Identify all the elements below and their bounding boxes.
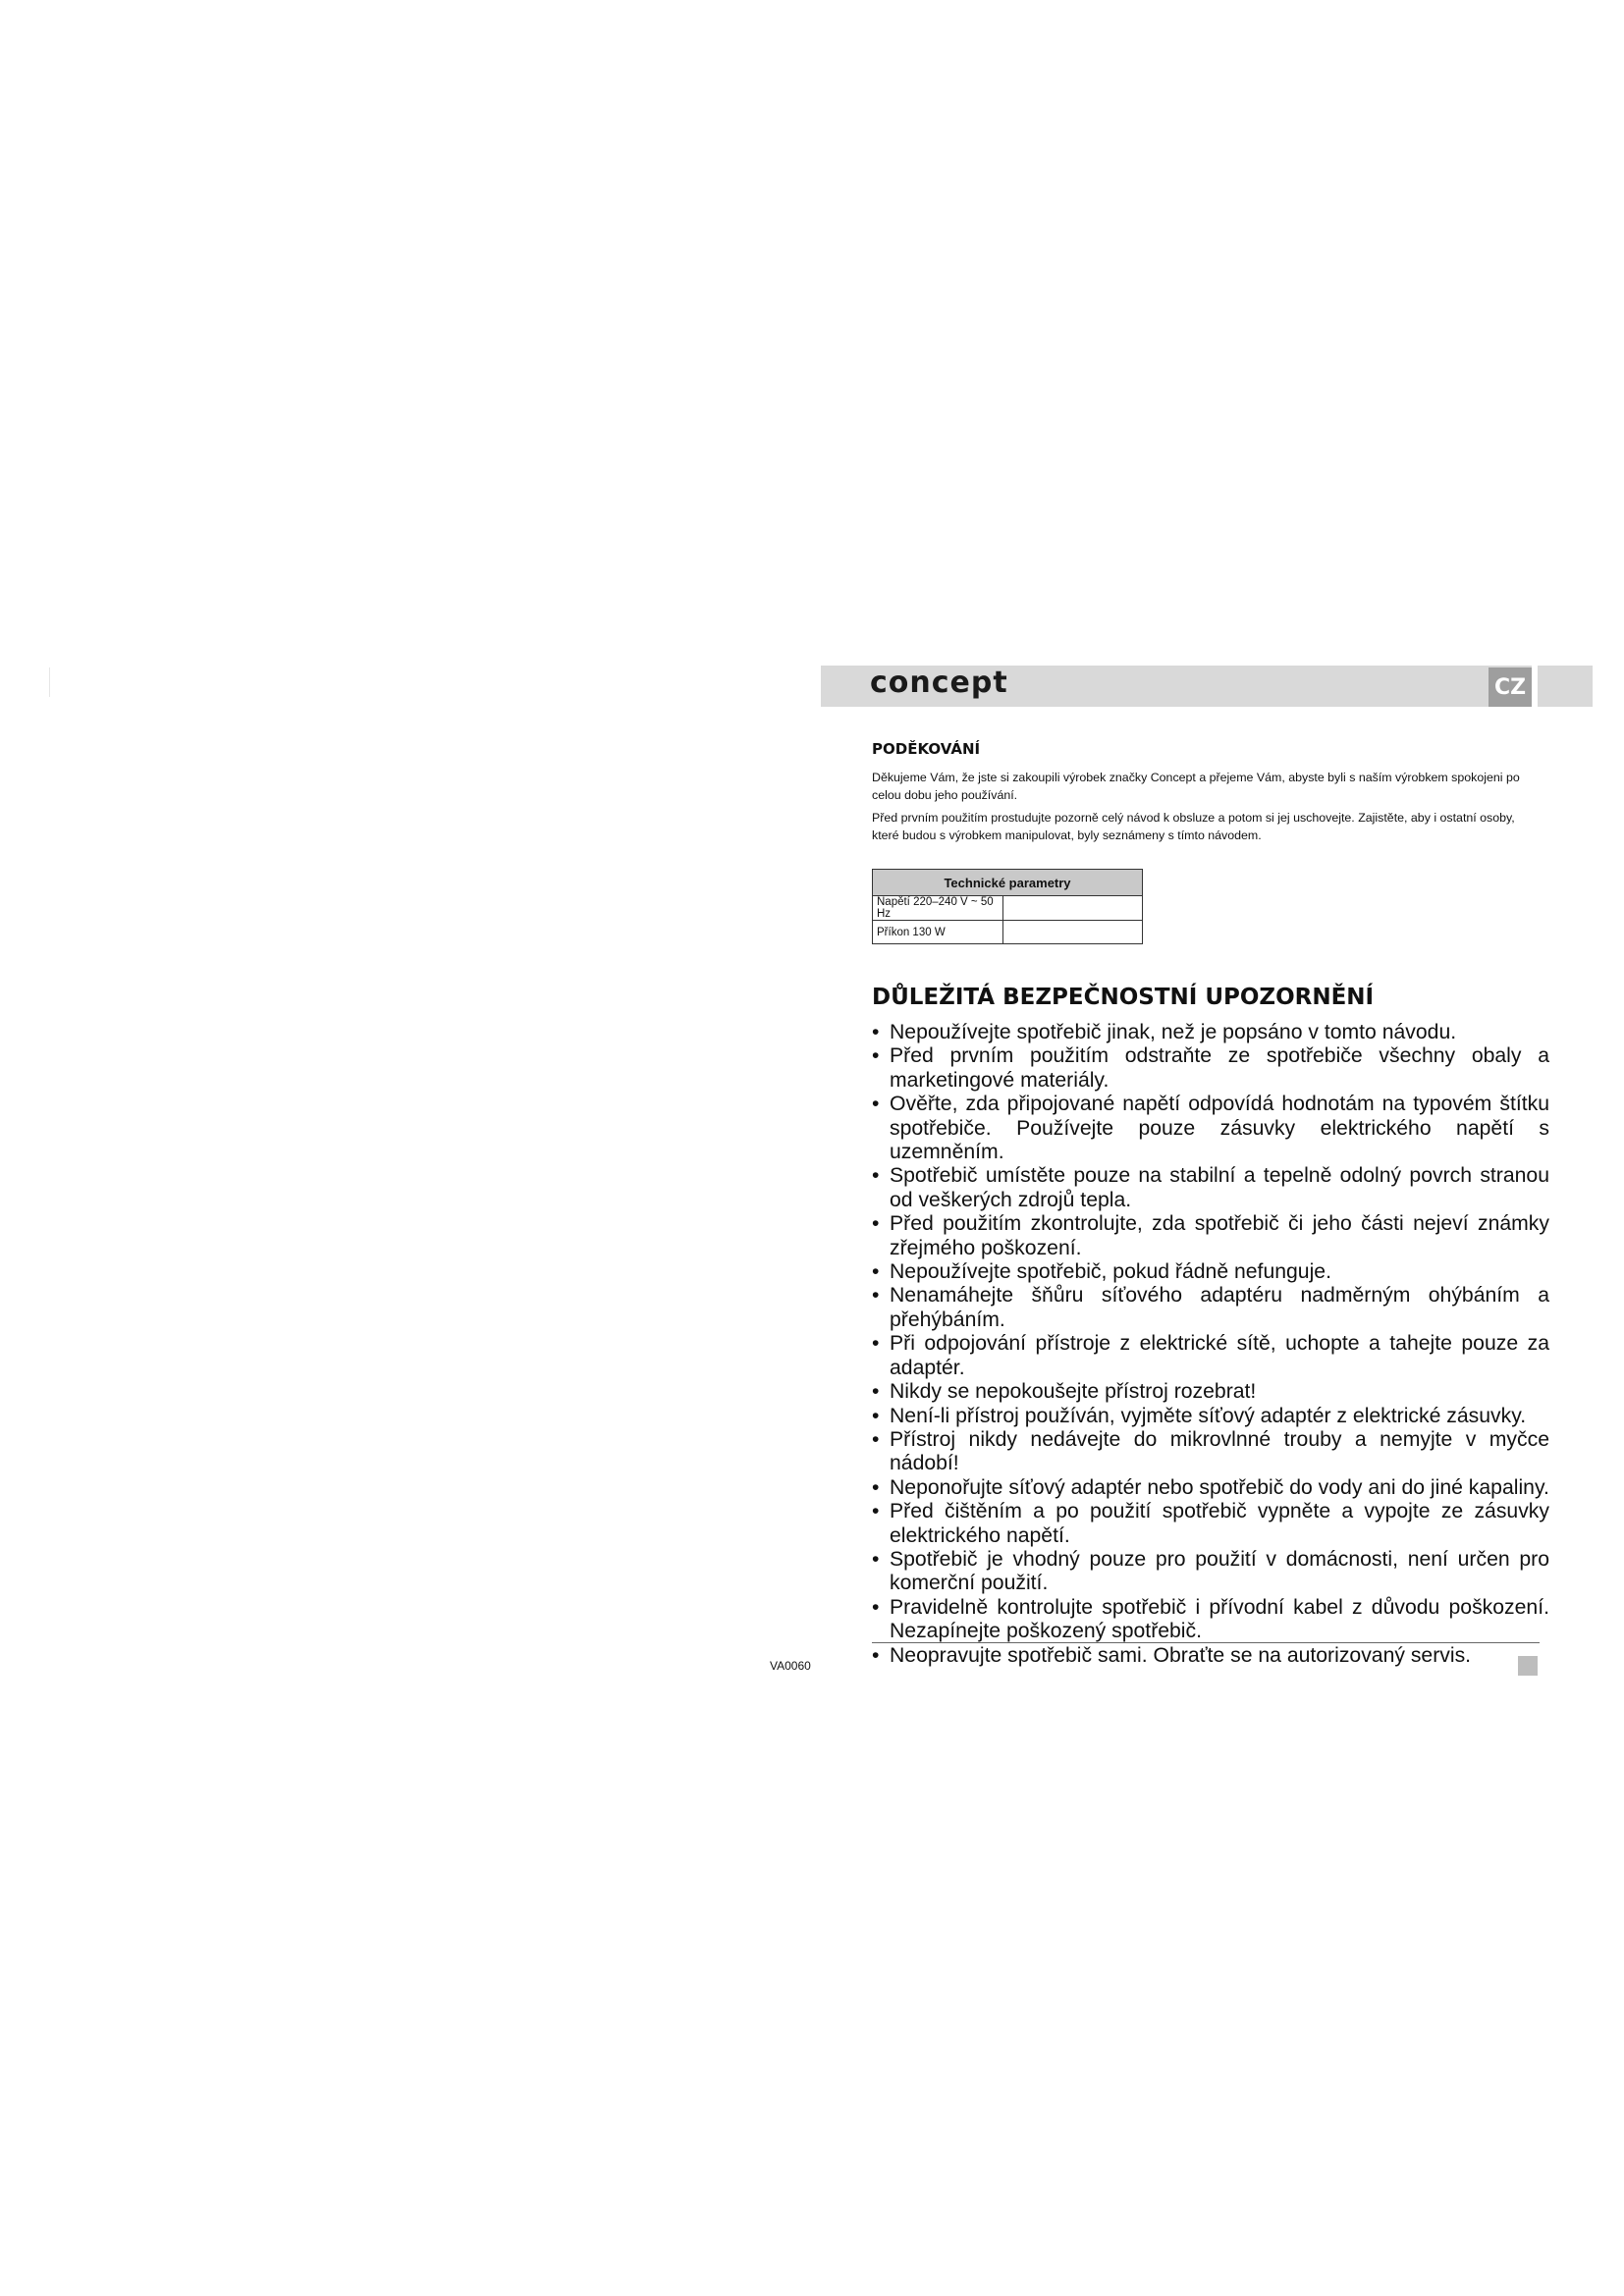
spec-row — [873, 921, 1143, 944]
bullet-icon: • — [872, 1260, 880, 1284]
safety-item-text: Před použitím zkontrolujte, zda spotřebič či jeho části nejeví známky zřejmého poškození. — [890, 1212, 1549, 1259]
bullet-icon: • — [872, 1021, 880, 1043]
safety-item — [872, 1164, 1549, 1212]
bullet-icon: • — [872, 1332, 880, 1356]
safety-item-text: Spotřebič je vhodný pouze pro použití v domácnosti, není určen pro komerční použití. — [890, 1547, 1549, 1595]
safety-item — [872, 1212, 1549, 1260]
safety-item — [872, 1596, 1549, 1644]
safety-item-text: Nepoužívejte spotřebič, pokud řádně nefunguje. — [890, 1260, 1331, 1284]
bullet-icon: • — [872, 1643, 880, 1667]
bullet-icon: • — [872, 1595, 880, 1619]
safety-item — [872, 1405, 1549, 1428]
spec-power-value — [1003, 921, 1143, 944]
bullet-icon: • — [872, 1475, 880, 1499]
bullet-icon: • — [872, 1284, 880, 1308]
spec-voltage: Napětí 220–240 V ~ 50 Hz — [873, 896, 1003, 921]
spec-voltage-value — [1003, 896, 1143, 921]
bullet-icon: • — [872, 1380, 880, 1404]
safety-item — [872, 1284, 1549, 1332]
language-badge: CZ — [1489, 667, 1532, 707]
safety-item-text: Neponořujte síťový adaptér nebo spotřebič do vody ani do jiné kapaliny. — [890, 1475, 1549, 1499]
technical-parameters-table — [872, 869, 1143, 944]
safety-item-text: Spotřebič umístěte pouze na stabilní a tepelně odolný povrch stranou od veškerých zdrojů tepla. — [890, 1164, 1549, 1211]
page-marker — [1518, 1656, 1538, 1676]
header-gap — [1532, 666, 1538, 707]
safety-item — [872, 1476, 1549, 1500]
bullet-icon: • — [872, 1427, 880, 1451]
model-code: VA0060 — [770, 1659, 811, 1673]
bullet-icon: • — [872, 1500, 880, 1523]
margin-mark — [49, 667, 50, 697]
safety-item — [872, 1021, 1549, 1044]
safety-item-text: Není-li přístroj používán, vyjměte síťový adaptér z elektrické zásuvky. — [890, 1404, 1527, 1427]
safety-item-text: Ověřte, zda připojované napětí odpovídá hodnotám na typovém štítku spotřebiče. Používejte pouze zásuvky elektrického napětí s uzemněním. — [890, 1093, 1549, 1164]
safety-item-text: Nepoužívejte spotřebič jinak, než je popsáno v tomto návodu. — [890, 1021, 1457, 1043]
spec-row — [873, 896, 1143, 921]
bullet-icon: • — [872, 1044, 880, 1068]
safety-item — [872, 1428, 1549, 1476]
safety-item-text: Přístroj nikdy nedávejte do mikrovlnné trouby a nemyjte v myčce nádobí! — [890, 1427, 1549, 1475]
safety-item-text: Neopravujte spotřebič sami. Obraťte se na autorizovaný servis. — [890, 1643, 1472, 1667]
bullet-icon: • — [872, 1404, 880, 1427]
thanks-paragraph-1: Děkujeme Vám, že jste si zakoupili výrobek značky Concept a přejeme Vám, abyste byli s naším výrobkem spokojeni po celou dobu jeho používání. — [872, 771, 1520, 802]
safety-item — [872, 1500, 1549, 1548]
bullet-icon: • — [872, 1212, 880, 1236]
safety-heading: DŮLEŽITÁ BEZPEČNOSTNÍ UPOZORNĚNÍ — [872, 985, 1375, 1010]
safety-item — [872, 1093, 1549, 1164]
footer-divider — [872, 1642, 1540, 1643]
safety-item-text: Před prvním použitím odstraňte ze spotřebiče všechny obaly a marketingové materiály. — [890, 1044, 1549, 1092]
safety-item — [872, 1260, 1549, 1284]
safety-item-text: Nenamáhejte šňůru síťového adaptéru nadměrným ohýbáním a přehýbáním. — [890, 1284, 1549, 1331]
safety-item — [872, 1332, 1549, 1380]
thanks-heading: PODĚKOVÁNÍ — [872, 740, 981, 758]
safety-item — [872, 1044, 1549, 1093]
bullet-icon: • — [872, 1547, 880, 1571]
brand-logo: concept — [870, 666, 1008, 700]
safety-item-text: Před čištěním a po použití spotřebič vypněte a vypojte ze zásuvky elektrického napětí. — [890, 1500, 1549, 1547]
bullet-icon: • — [872, 1164, 880, 1188]
safety-list — [872, 1021, 1549, 1668]
safety-item — [872, 1644, 1549, 1668]
spec-table-header: Technické parametry — [873, 870, 1143, 896]
safety-item-text: Pravidelně kontrolujte spotřebič i přívodní kabel z důvodu poškození. Nezapínejte poškozený spotřebič. — [890, 1595, 1549, 1643]
thanks-paragraph-2: Před prvním použitím prostudujte pozorně celý návod k obsluze a potom si jej uschovejte. Zajistěte, aby i ostatní osoby, které budou s výrobkem manipulovat, byly seznámeny s tímto návodem. — [872, 811, 1515, 842]
safety-item — [872, 1548, 1549, 1596]
safety-item-text: Při odpojování přístroje z elektrické sítě, uchopte a tahejte pouze za adaptér. — [890, 1332, 1549, 1379]
bullet-icon: • — [872, 1093, 880, 1116]
safety-item-text: Nikdy se nepokoušejte přístroj rozebrat! — [890, 1380, 1257, 1404]
safety-item — [872, 1380, 1549, 1404]
spec-power: Příkon 130 W — [873, 921, 1003, 944]
